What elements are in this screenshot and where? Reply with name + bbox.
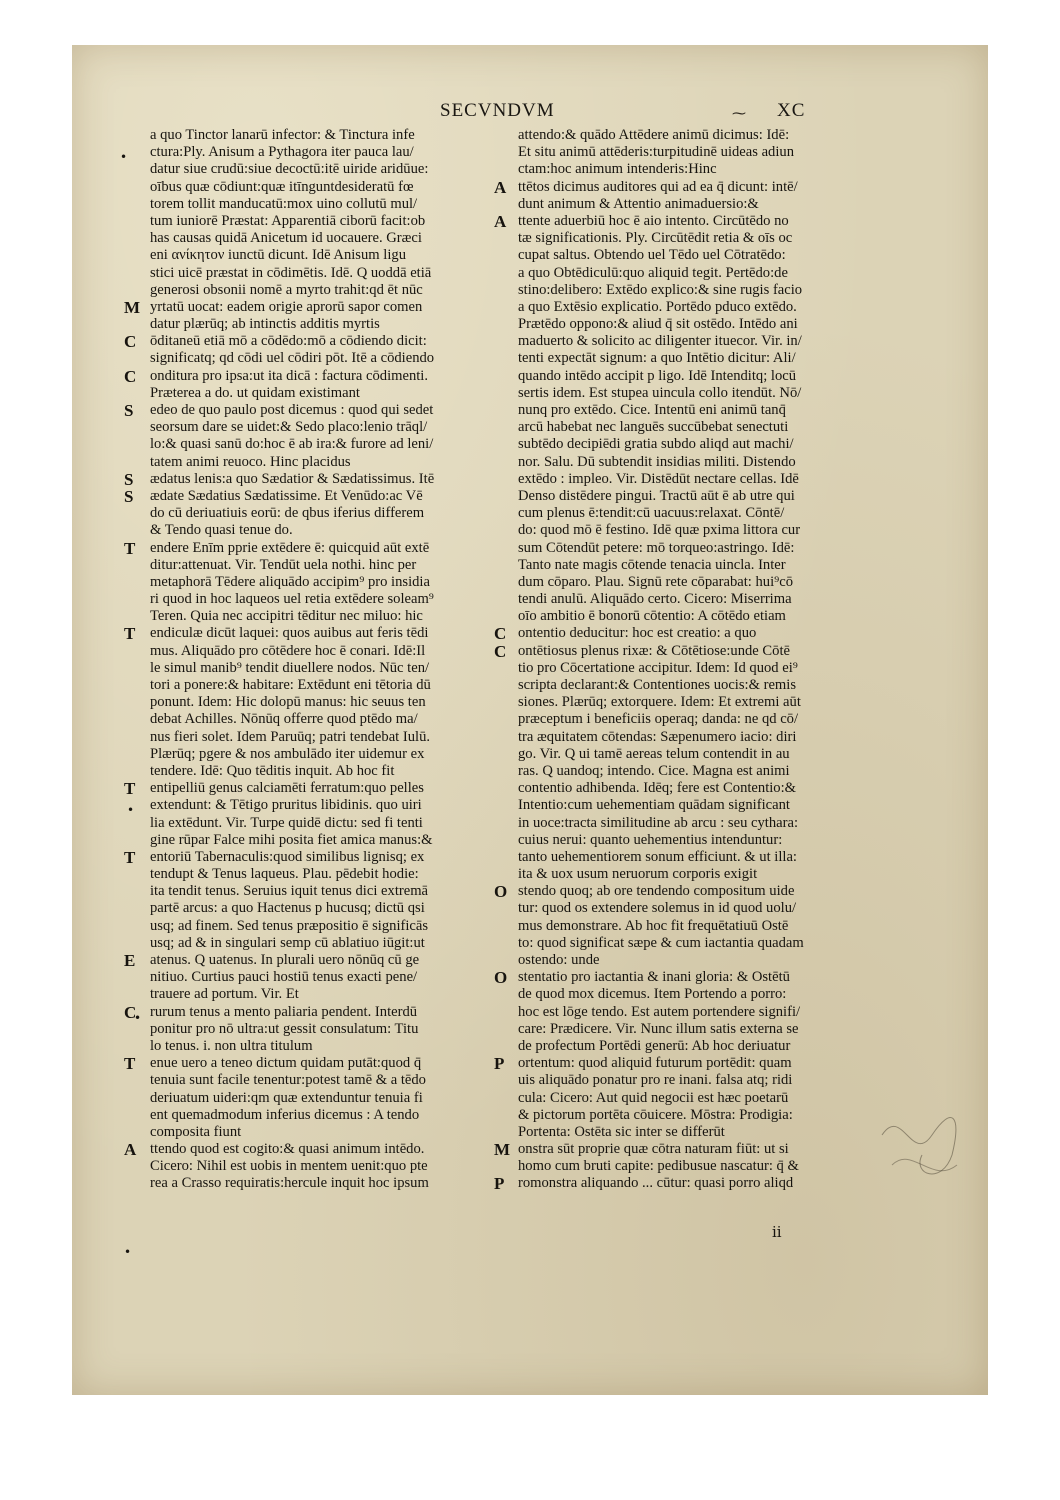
initial-letter: O (494, 968, 508, 988)
text-line (150, 247, 530, 264)
initial-letter: C (124, 332, 137, 352)
line-text: nor. Salu. Dū subtendit insidias militi. Distendo (518, 453, 796, 470)
line-text: has causas quidā Anicetum id uocauere. Græci (150, 230, 422, 247)
page-title: SECVNDVM (440, 100, 555, 121)
running-head (72, 100, 988, 124)
line-text: nitiuo. Curtius pauci hostiū tenus exacti pene/ (150, 969, 418, 986)
text-line (150, 419, 530, 436)
text-line (518, 1038, 898, 1055)
text-line (150, 1038, 530, 1055)
line-text: ædatus lenis:a quo Sædatior & Sædatissimus. Itē (150, 470, 435, 487)
line-text: tanto uehementiorem sonum efficiunt. & ut illa: (518, 848, 797, 865)
text-line (150, 1072, 530, 1089)
folio-number: XC (777, 100, 806, 121)
initial-letter: A (494, 211, 507, 231)
line-text: stentatio pro iactantia & inani gloria: & Ostētū (518, 969, 790, 986)
text-line (150, 230, 530, 247)
line-text: le simul manib⁹ tendit diuellere nodos. Nūc ten/ (150, 659, 430, 676)
text-line (150, 935, 530, 952)
text-line (494, 641, 898, 661)
line-text: a quo Tinctor lanarū infector: & Tinctura infe (150, 127, 415, 143)
line-text: ent quemadmodum inferius dicemus : A tendo (150, 1106, 420, 1123)
line-text: datur siue crudū:siue decoctū:itē uiride aridūue: (150, 161, 429, 178)
text-line (518, 1158, 898, 1175)
line-text: usq; ad finem. Sed tenus præpositio ē significās (150, 917, 429, 934)
text-line (150, 522, 530, 539)
line-text: subtēdo decipiēdi gratia subdo aliqd aut machi/ (518, 436, 794, 453)
line-text: lo tenus. i. non ultra titulum (150, 1037, 313, 1054)
text-line (150, 213, 530, 230)
text-line (518, 385, 898, 402)
text-line (518, 1090, 898, 1107)
line-text: lo:& quasi sanū do:hoc ē ab ira:& furore ad leni/ (150, 436, 434, 453)
initial-letter: S (124, 469, 134, 489)
line-text: & pictorum portēta cōuicere. Mōstra: Prodigia: (518, 1106, 793, 1123)
line-text: ctam:hoc animum intenderis:Hinc (518, 161, 717, 178)
line-text: do: quod mō ē festino. Idē quæ pxima littora cur (518, 522, 801, 539)
line-text: contentio adhibenda. Idēq; fere est Contentio:& (518, 780, 797, 797)
line-text: seorsum dare se uidet:& Sedo placo:lenio trāql/ (150, 419, 428, 436)
text-line (518, 368, 898, 385)
line-text: tra æquitatem cōtendas: Sæpenumero iacio: diri (518, 728, 797, 745)
line-text: rurum tenus a mento paliaria pendent. Interdū (150, 1003, 418, 1020)
text-line (124, 779, 530, 799)
line-text: go. Vir. Q ui tamē aereas telum contendit in au (518, 745, 790, 762)
line-text: Portenta: Ostēta sic inter se differūt (518, 1123, 725, 1140)
line-text: de profectum Portēdi generū: Ab hoc deriuatur (518, 1037, 791, 1054)
line-text: præceptum i beneficiis operaq; danda: ne qd cō/ (518, 711, 799, 728)
line-text: eni ανίκητον iunctū dicunt. Idē Anisum ligu (150, 247, 406, 264)
text-line (150, 763, 530, 780)
line-text: atenus. Q uatenus. In plurali uero nōnūq cū ge (150, 952, 420, 968)
text-line (518, 488, 898, 505)
initial-letter: E (124, 951, 136, 970)
initial-letter: C (494, 624, 507, 644)
text-line (518, 454, 898, 471)
text-line (518, 1107, 898, 1124)
ornament-flourish: ⁓ (732, 107, 746, 122)
initial-letter: A (124, 1140, 137, 1160)
text-line (150, 350, 530, 367)
text-line (124, 624, 530, 644)
text-line (150, 144, 530, 161)
line-text: significatq; qd cōdi uel cōdiri pōt. Itē a cōdiendo (150, 350, 435, 367)
line-text: stino:delibero: Extēdo explico:& sine rugis facio (518, 281, 803, 298)
text-line (518, 282, 898, 299)
text-line (518, 161, 898, 178)
text-line (518, 574, 898, 591)
text-line (518, 522, 898, 539)
text-line (518, 1021, 898, 1038)
line-text: ædate Sædatius Sædatissime. Et Venūdo:ac Vē (150, 487, 423, 504)
text-line (518, 608, 898, 625)
line-text: onditura pro ipsa:ut ita dicā : factura cōdimenti. (150, 367, 429, 384)
initial-letter: T (124, 624, 136, 644)
line-text: onstra sūt proprie quæ cōtra naturam fiūt: ut si (518, 1141, 789, 1158)
text-line (150, 1124, 530, 1141)
text-line (150, 677, 530, 694)
initial-letter: A (494, 177, 507, 197)
text-line (494, 1174, 898, 1194)
watermark-scribble (872, 1105, 972, 1195)
text-line (124, 538, 530, 558)
text-line (518, 729, 898, 746)
line-text: tæ significationis. Ply. Circūtēdit retia & oīs oc (518, 230, 793, 247)
line-text: hoc est lōge tendo. Est autem portendere signifi/ (518, 1003, 801, 1020)
text-line (518, 866, 898, 883)
text-line (518, 849, 898, 866)
line-text: oībus quæ cōdiunt:quæ itīnguntdesideratū fœ (150, 178, 414, 195)
initial-letter: P (494, 1174, 505, 1194)
line-text: enue uero a teneo dictum quidam putāt:quod q̄ (150, 1055, 422, 1072)
line-text: dunt animum & Attentio animaduersio:& (518, 195, 759, 212)
text-line (518, 711, 898, 728)
line-text: nunq pro extēdo. Cice. Intentū eni animū tanq̄ (518, 402, 786, 418)
line-text: metaphorā Tēdere aliquādo accipim⁹ pro insidia (150, 573, 430, 590)
text-line (150, 1158, 530, 1175)
text-line (124, 951, 530, 970)
line-text: a quo Obtēdiculū:quo aliquid tegit. Pertēdo:de (518, 264, 788, 281)
text-line (150, 797, 530, 814)
text-line (494, 1140, 898, 1160)
text-line (150, 385, 530, 402)
line-text: endiculæ dicūt laquei: quos auibus aut feris tēdi (150, 625, 429, 642)
margin-dot: • (134, 1011, 142, 1025)
line-text: homo cum bruti capite: pedibusue nascatur: q̄ & (518, 1158, 799, 1175)
text-line (518, 815, 898, 832)
initial-letter: C (494, 641, 507, 661)
initial-letter: T (124, 1054, 136, 1074)
line-text: quando intēdo accipit p ligo. Idē Intenditq; locū (518, 367, 797, 384)
line-text: dum cōparo. Plau. Signū rete cōparabat: hui⁹cō (518, 573, 793, 590)
text-line (150, 746, 530, 763)
line-text: stendo quoq; ab ore tendendo compositum uide (518, 883, 795, 900)
line-text: oīo ambitio ē bonorū cōtentio: A cōtēdo etiam (518, 608, 786, 625)
line-text: siones. Plærūq; extorquere. Idem: Et extremi aūt (518, 694, 801, 711)
line-text: extendunt: & Tētigo pruritus libidinis. quo uiri (150, 797, 422, 814)
text-line (518, 265, 898, 282)
text-line (150, 1090, 530, 1107)
text-line (150, 282, 530, 299)
line-text: cuius nerui: quanto uehementius intenduntur: (518, 831, 783, 848)
line-text: debat Achilles. Nōnūq offerre quod ptēdo ma/ (150, 711, 418, 728)
line-text: tur: quod os extendere solemus in id quod uolu/ (518, 900, 797, 917)
line-text: Et situ animū attēderis:turpitudinē uideas adiun (518, 144, 795, 161)
line-text: tendupt & Tenus laqueus. Plau. pēdebit hodie: (150, 866, 419, 883)
text-line (124, 297, 530, 317)
text-line (150, 608, 530, 625)
line-text: lia extēdunt. Vir. Turpe quidē dictu: sed fi tenti (150, 814, 423, 831)
text-line (518, 660, 898, 677)
line-text: Cicero: Nihil est uobis in mentem uenit:quo pte (150, 1158, 428, 1175)
line-text: Prætēdo oppono:& aliud q̄ sit ostēdo. Intēdo ani (518, 316, 798, 333)
initial-letter: M (124, 297, 141, 317)
text-line (124, 366, 530, 386)
text-line (494, 624, 898, 644)
line-text: & Tendo quasi tenue do. (150, 522, 293, 539)
text-line (124, 401, 530, 420)
text-line (518, 935, 898, 952)
text-line (518, 144, 898, 161)
line-text: tenuia sunt facile tenentur:potest tamē & a tēdo (150, 1072, 426, 1089)
text-line (124, 1002, 530, 1022)
initial-letter: S (124, 486, 134, 506)
line-text: in uoce:tracta similitudine ab arcu : seu cythara: (518, 814, 799, 831)
text-line (150, 694, 530, 711)
text-line (150, 505, 530, 522)
text-line (518, 1072, 898, 1089)
initial-letter: C (124, 1002, 137, 1022)
line-text: ponunt. Idem: Hic dolopū manus: hic seuus ten (150, 694, 426, 711)
line-text: ontētiosus plenus rixæ: & Cōtētiose:unde Cōtē (518, 642, 790, 659)
text-line (518, 763, 898, 780)
line-text: tum iuniorē Præstat: Apparentiā ciborū facit:ob (150, 212, 426, 229)
line-text: stici uicē præstat in cōdimētis. Idē. Q uoddā etiā (150, 264, 432, 281)
line-text: entoriū Tabernaculis:quod similibus lignisq; ex (150, 848, 425, 865)
line-text: ras. Q uandoq; intendo. Cice. Magna est animi (518, 762, 790, 779)
line-text: torem tollit manducatū:mox uino collutū mul/ (150, 195, 418, 212)
text-line (150, 557, 530, 574)
text-line (150, 1107, 530, 1124)
line-text: ortentum: quod aliquid futurum portēdit: quam (518, 1055, 792, 1072)
line-text: tori a ponere:& habitare: Extēdunt eni tētoria dū (150, 677, 431, 693)
line-text: rea a Crasso requiratis:hercule inquit hoc ipsum (150, 1175, 429, 1192)
line-text: mus. Aliquādo pro cōtēdere hoc ē conari. Idē:Il (150, 642, 426, 659)
line-text: scripta declarant:& Contentiones uocis:& remis (518, 677, 797, 693)
initial-letter: O (494, 882, 508, 902)
line-text: tatem animi reuoco. Hinc placidus (150, 453, 351, 470)
text-line (518, 900, 898, 917)
line-text: ri quod in hoc laqueos uel retia extēdere soleam⁹ (150, 591, 434, 608)
line-text: mus demonstrare. Ab hoc fit frequētatiuū Ostē (518, 917, 789, 934)
text-line (150, 316, 530, 333)
text-line (518, 350, 898, 367)
line-text: ctura:Ply. Anisum a Pythagora iter pauca lau/ (150, 144, 414, 161)
line-text: to: quod significat sæpe & cum iactantia quadam (518, 934, 804, 951)
line-text: nus fieri solet. Idem Paruūq; patri tendebat Iulū. (150, 728, 431, 745)
line-text: romonstra aliquando ... cūtur: quasi porro aliqd (518, 1175, 794, 1192)
initial-letter: M (494, 1140, 511, 1160)
line-text: arcū habebat nec languēs succūbebat senectuti (518, 419, 789, 436)
line-text: partē arcus: a quo Hactenus p hucusq; dictū qsi (150, 900, 425, 917)
line-text: Plærūq; pgere & nos ambulādo iter uidemur ex (150, 745, 425, 762)
line-text: tio pro Cōcertatione accipitur. Idem: Id quod ei⁹ (518, 659, 798, 676)
text-line (518, 299, 898, 316)
text-line (124, 332, 530, 352)
line-text: ponitur pro nō ultra:ut gessit consulatum: Titu (150, 1020, 419, 1037)
text-line (150, 454, 530, 471)
left-text-column (124, 127, 530, 1193)
text-line (518, 832, 898, 849)
text-line (150, 832, 530, 849)
line-text: ontentio deducitur: hoc est creatio: a quo (518, 625, 757, 642)
line-text: ōditaneū etiā mō a cōdēdo:mō a cōdiendo dicit: (150, 333, 427, 350)
text-line (124, 1054, 530, 1074)
text-line (150, 986, 530, 1003)
text-line (518, 230, 898, 247)
line-text: Tanto nate magis cōtende tenacia uincla. Inter (518, 556, 786, 573)
line-text: composita fiunt (150, 1123, 242, 1140)
line-text: ttētos dicimus auditores qui ad ea q̄ dicunt: intē/ (518, 178, 798, 195)
text-line (494, 1054, 898, 1074)
line-text: attendo:& quādo Attēdere animū dicimus: Idē: (518, 127, 790, 143)
text-line (518, 247, 898, 264)
initial-letter: T (124, 538, 136, 558)
line-text: tendi anulū. Aliquādo certo. Cicero: Miserrima (518, 591, 792, 608)
text-line (494, 211, 898, 231)
line-text: cupat saltus. Obtendo uel Tēdo uel Cōtratēdo: (518, 247, 786, 264)
text-line (518, 316, 898, 333)
text-line (518, 436, 898, 453)
line-text: gine rūpar Falce mihi posita fiet amica manus:& (150, 831, 433, 848)
text-line (150, 574, 530, 591)
text-line (518, 677, 898, 694)
line-text: datur plærūq; ab intinctis additis myrtis (150, 316, 380, 333)
initial-letter: P (494, 1054, 505, 1074)
text-line (150, 179, 530, 196)
initial-letter: T (124, 779, 136, 799)
text-line (494, 177, 898, 197)
line-text: ttente aduerbiū hoc ē aio intento. Circūtēdo no (518, 212, 789, 229)
text-line (518, 471, 898, 488)
text-line (518, 694, 898, 711)
text-line (494, 968, 898, 988)
margin-dot: • (124, 1245, 132, 1259)
text-line (150, 1021, 530, 1038)
text-line (150, 265, 530, 282)
text-line (150, 866, 530, 883)
text-line (150, 883, 530, 900)
text-line (150, 729, 530, 746)
line-text: Denso distēdere pingui. Tractū aūt ē ab utre qui (518, 487, 795, 504)
text-line (124, 469, 530, 489)
line-text: do cū deriuatiuis eorū: de qbus iferius differem (150, 505, 425, 522)
text-line (150, 660, 530, 677)
text-line (150, 1175, 530, 1192)
initial-letter: C (124, 366, 137, 386)
text-line (518, 952, 898, 969)
line-text: Intentio:cum uehementiam quādam significant (518, 797, 790, 814)
text-line (150, 969, 530, 986)
manuscript-page (72, 45, 988, 1395)
line-text: sertis idem. Est stupea uincula collo itendūt. Nō/ (518, 384, 802, 401)
line-text: cula: Cicero: Aut quid negocii est hæc poetarū (518, 1089, 789, 1106)
line-text: generosi obsonii nomē a myrto trahit:qd ēt nūc (150, 281, 423, 298)
text-line (518, 1004, 898, 1021)
text-line (518, 797, 898, 814)
line-text: sum Cōtendūt petere: mō torqueo:astringo. Idē: (518, 539, 795, 556)
text-line (150, 900, 530, 917)
text-line (124, 1140, 530, 1160)
line-text: uis aliquādo ponatur pro re inani. falsa atq; ridi (518, 1072, 793, 1089)
line-text: tenti expectāt signum: a quo Intētio dicitur: Ali/ (518, 350, 796, 367)
text-line (518, 557, 898, 574)
initial-letter: S (124, 401, 134, 420)
initial-letter: T (124, 847, 136, 867)
line-text: trauere ad portum. Vir. Et (150, 986, 299, 1003)
text-line (124, 847, 530, 867)
text-line (518, 402, 898, 419)
line-text: ostendo: unde (518, 952, 600, 968)
text-line (150, 436, 530, 453)
line-text: edeo de quo paulo post dicemus : quod qui sedet (150, 402, 434, 418)
line-text: care: Prædicere. Vir. Nunc illum satis externa se (518, 1020, 799, 1037)
text-line (124, 486, 530, 506)
line-text: deriuatum uideri:qm quæ extenduntur tenuia fi (150, 1089, 423, 1106)
text-line (150, 127, 530, 144)
text-line (518, 505, 898, 522)
text-line (150, 815, 530, 832)
line-text: extēdo : impleo. Vir. Distēdūt nectare cellas. Idē (518, 470, 799, 487)
text-line (518, 780, 898, 797)
text-line (150, 196, 530, 213)
line-text: de quod mox dicemus. Item Portendo a porro: (518, 986, 787, 1003)
line-text: tendere. Idē: Quo tēditis inquit. Ab hoc fit (150, 762, 395, 779)
text-line (150, 161, 530, 178)
text-line (518, 591, 898, 608)
line-text: entipelliū genus calciamēti ferratum:quo pelles (150, 780, 424, 797)
line-text: endere Enīm pprie extēdere ē: quicquid aūt extē (150, 539, 430, 556)
line-text: cum plenus ē:tendit:cū uacuus:relaxat. Cōntē/ (518, 505, 785, 522)
text-line (518, 333, 898, 350)
text-line (518, 196, 898, 213)
line-text: ita & uox usum neruorum corporis exigit (518, 866, 758, 883)
line-text: yrtatū uocat: eadem origie aprorū sapor comen (150, 298, 423, 315)
margin-dot: • (120, 150, 128, 164)
text-line (518, 746, 898, 763)
margin-dot: • (127, 803, 135, 817)
text-line (150, 711, 530, 728)
line-text: ttendo quod est cogito:& quasi animum intēdo. (150, 1141, 425, 1158)
text-line (150, 643, 530, 660)
line-text: ditur:attenuat. Vir. Tendūt uela nothi. hinc per (150, 556, 417, 573)
text-line (150, 591, 530, 608)
text-line (518, 986, 898, 1003)
text-line (150, 918, 530, 935)
text-line (518, 127, 898, 144)
text-line (518, 918, 898, 935)
line-text: maduerto & solicito ac diligenter ituecor. Vir. in/ (518, 333, 802, 350)
line-text: ita tendit tenus. Seruius iquit tenus dici extremā (150, 883, 429, 900)
text-line (518, 1124, 898, 1141)
line-text: a quo Extēsio explicatio. Portēdo pduco extēdo. (518, 298, 797, 315)
text-line (518, 419, 898, 436)
text-line (494, 882, 898, 902)
line-text: Præterea a do. ut quidam existimant (150, 384, 360, 401)
line-text: Teren. Quia nec accipitri tēditur nec miluo: hic (150, 608, 423, 625)
right-text-column (494, 127, 898, 1194)
signature-mark: ii (772, 1223, 782, 1241)
text-line (518, 540, 898, 557)
line-text: usq; ad & in singulari semp cū ablatiuo iūgit:ut (150, 934, 425, 951)
